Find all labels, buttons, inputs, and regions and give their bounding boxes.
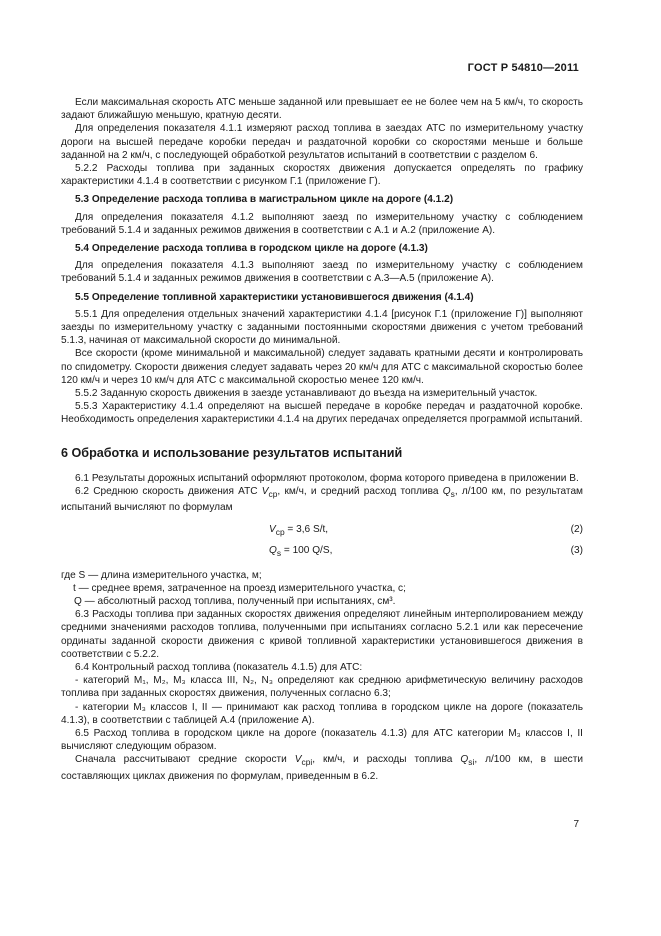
list-item: - категорий М₁, М₂, М₃ класса III, N₂, N₃ определяют как среднюю арифметическую величину расходов топлива при заданных скоростях движения, полученных согласно 6.3;	[61, 675, 583, 700]
paragraph: 6.5 Расход топлива в городском цикле на дороге (показатель 4.1.3) для АТС категории М₃ классов I, II вычисляют следующим образом.	[61, 727, 583, 753]
paragraph: 5.2.2 Расходы топлива при заданных скоростях движения допускается определять по графику характеристики 4.1.4 в соответствии с рисунком Г.1 (приложение Г).	[61, 163, 583, 188]
subsection-heading-5-5: 5.5 Определение топливной характеристики установившегося движения (4.1.4)	[75, 291, 474, 303]
paragraph: 6.1 Результаты дорожных испытаний оформляют протоколом, форма которого приведена в приложении В.	[75, 472, 579, 484]
definition-item: где S — длина измерительного участка, м;	[61, 569, 262, 581]
paragraph: Сначала рассчитывают средние скорости $V_{срi}$, км/ч, и расходы топлива $Q_{si}$, л/100 км, в шести составляющих циклах движения по формулам, приведенным в 6.2.	[61, 754, 583, 782]
formula-number: (3)	[570, 544, 583, 556]
definition-item: t — среднее время, затраченное на проезд измерительного участка, с;	[73, 582, 406, 594]
page-body	[61, 96, 583, 783]
paragraph: Если максимальная скорость АТС меньше заданной или превышает ее не более чем на 5 км/ч, то скорость задают ближайшую меньшую, кратную десяти.	[61, 97, 583, 122]
paragraph: 6.4 Контрольный расход топлива (показатель 4.1.5) для АТС:	[75, 661, 363, 673]
paragraph: 5.5.2 Заданную скорость движения в заезде устанавливают до въезда на измерительный участок.	[75, 388, 538, 400]
document-id: ГОСТ Р 54810—2011	[467, 62, 579, 74]
formula-3: $Q_s = 100$ Q/S, (3)	[269, 544, 583, 558]
paragraph: 5.5.1 Для определения отдельных значений характеристики 4.1.4 [рисунок Г.1 (приложение Г)] выполняют заезды по измерительному участку с заданными постоянными скоростями движения с учетом требований 5.1.3, начиная от максимальной скорости до минимальной.	[61, 308, 583, 347]
paragraph: 6.2 Среднюю скорость движения АТС $V_{ср}$, км/ч, и средний расход топлива $Q_s$, л/100 км, по результатам испытаний вычисляют по формулам	[61, 486, 583, 514]
paragraph: 6.3 Расходы топлива при заданных скоростях движения определяют линейным интерполированием между средними значениями расходов топлива, полученными при испытаниях согласно 5.2.1 или как пересечение ординаты заданной скорости движения с кривой топливной характеристики установившегося движения в соответствии с 5.2.2.	[61, 609, 583, 660]
paragraph: Все скорости (кроме минимальной и максимальной) следует задавать кратными десяти и контролировать по спидометру. Скорости движения следует задавать через 20 км/ч для АТС с максимальной скоростью более 120 км/ч и через 10 км/ч для АТС с максимальной скоростью менее 120 км/ч.	[61, 348, 583, 386]
paragraph: 5.5.3 Характеристику 4.1.4 определяют на высшей передаче в коробке передач и раздаточной коробке. Необходимость определения характеристики 4.1.4 на других передачах определяется программой испытаний.	[61, 401, 583, 426]
formula-number: (2)	[570, 523, 583, 535]
list-item: - категории М₃ классов I, II — принимают как расход топлива в городском цикле на дороге (показатель 4.1.3), в соответствии с таблицей А.4 (приложение А).	[61, 701, 583, 726]
subsection-heading-5-3: 5.3 Определение расхода топлива в магистральном цикле на дороге (4.1.2)	[75, 194, 454, 206]
section-heading-6: 6 Обработка и использование результатов испытаний	[61, 445, 403, 460]
formula-2: $V_{ср} = 3,6$ S/t, (2)	[269, 523, 583, 537]
subsection-heading-5-4: 5.4 Определение расхода топлива в городском цикле на дороге (4.1.3)	[75, 243, 428, 255]
paragraph: Для определения показателя 4.1.2 выполняют заезд по измерительному участку с соблюдением требований 5.1.4 и заданных режимов движения в соответствии с А.1 и А.2 (приложение А).	[61, 211, 583, 236]
paragraph: Для определения показателя 4.1.3 выполняют заезд по измерительному участку с соблюдением требований 5.1.4 и заданных режимов движения в соответствии с А.3—А.5 (приложение А).	[61, 260, 583, 285]
page-number: 7	[573, 819, 579, 830]
paragraph: Для определения показателя 4.1.1 измеряют расход топлива в заездах АТС по измерительному участку дороги на высшей передаче коробки передач и раздаточной коробки со скоростями меньше и больше заданной на 2 км/ч, с последующей обработкой результатов испытаний в соответствии с разделом 6.	[61, 123, 583, 161]
definition-item: Q — абсолютный расход топлива, полученный при испытаниях, см³.	[74, 595, 396, 607]
